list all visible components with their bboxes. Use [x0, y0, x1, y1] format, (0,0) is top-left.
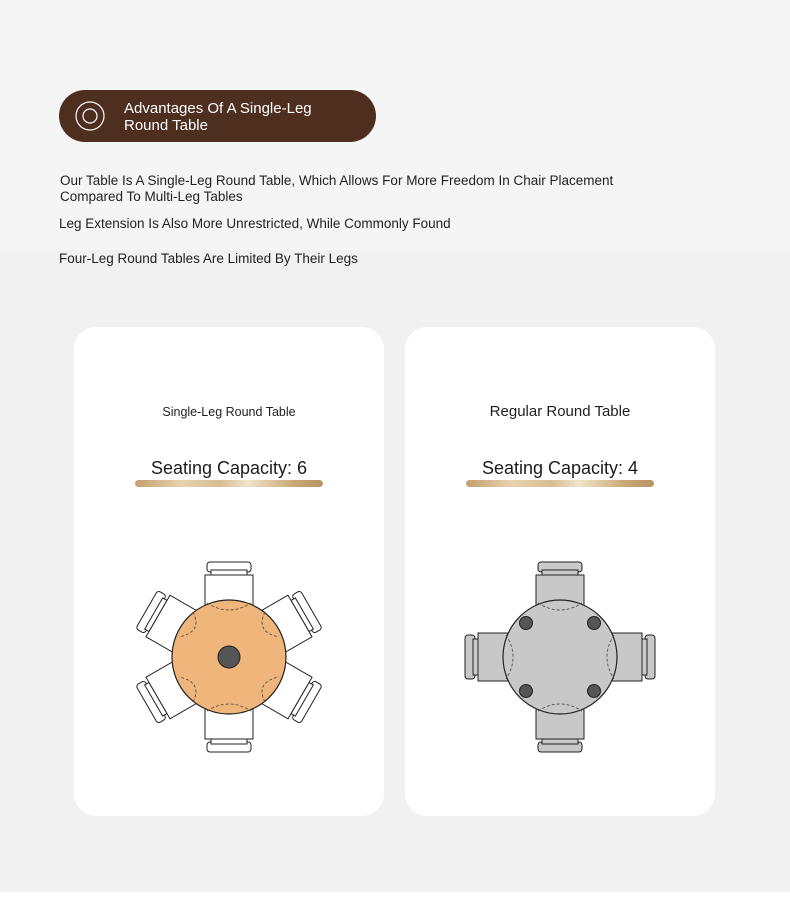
regular-table-card	[405, 327, 715, 816]
table-leg	[520, 617, 533, 630]
section-title	[124, 100, 364, 134]
concentric-circle-icon	[75, 101, 105, 131]
table-leg	[588, 685, 601, 698]
gold-underline-bar	[466, 480, 654, 487]
description-line2: Compared To Multi-Leg Tables	[60, 189, 243, 204]
table-leg	[520, 685, 533, 698]
gold-underline-bar	[135, 480, 323, 487]
section-title-pill	[59, 90, 376, 142]
center-leg	[218, 646, 240, 668]
description-line1: Our Table Is A Single-Leg Round Table, Which Allows For More Freedom In Chair Placement	[60, 173, 614, 188]
seating-capacity-label: Seating Capacity: 4	[481, 458, 639, 478]
footer-strip	[0, 892, 790, 903]
description-paragraph	[60, 173, 680, 205]
table-leg	[588, 617, 601, 630]
single-leg-table-diagram	[129, 557, 329, 757]
description-line4: Four-Leg Round Tables Are Limited By Their Legs	[59, 251, 358, 266]
single-leg-table-card	[74, 327, 384, 816]
card-title: Single-Leg Round Table	[162, 405, 296, 419]
round-table-top	[503, 600, 617, 714]
section-title-line2: Round Table	[124, 117, 208, 134]
card-title: Regular Round Table	[489, 403, 631, 420]
regular-table-diagram	[460, 557, 660, 757]
seating-capacity-label: Seating Capacity: 6	[150, 458, 308, 478]
description-line3: Leg Extension Is Also More Unrestricted, While Commonly Found	[59, 216, 451, 231]
section-title-line1: Advantages Of A Single-Leg	[124, 100, 312, 117]
